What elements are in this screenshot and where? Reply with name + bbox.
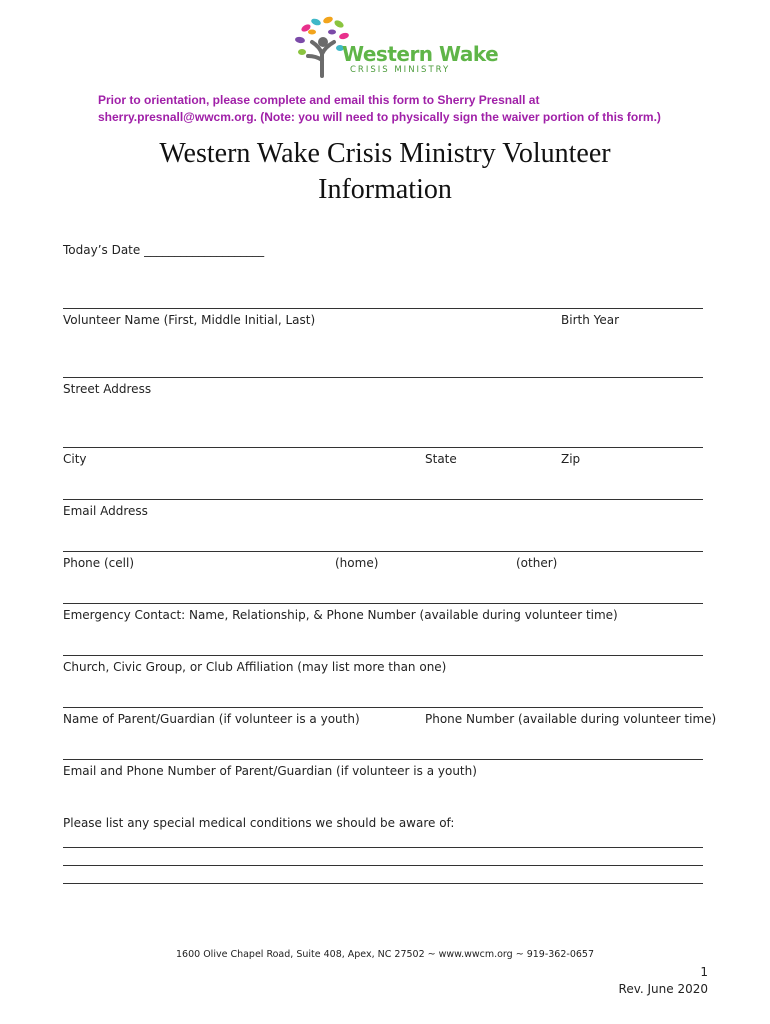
medical-conditions-label: Please list any special medical conditions we should be aware of: bbox=[63, 816, 455, 830]
email-address-label: Email Address bbox=[63, 504, 148, 518]
page-title bbox=[100, 136, 670, 208]
logo bbox=[292, 14, 499, 78]
parent-email-phone-line[interactable] bbox=[63, 759, 703, 760]
affiliation-label: Church, Civic Group, or Club Affiliation (may list more than one) bbox=[63, 660, 447, 674]
todays-date-field[interactable]: Today’s Date ____________________ bbox=[63, 243, 265, 257]
page-title-line1: Western Wake Crisis Ministry Volunteer bbox=[159, 138, 611, 169]
page-title-line2: Information bbox=[318, 174, 452, 205]
affiliation-line[interactable] bbox=[63, 655, 703, 656]
parent-email-phone-label: Email and Phone Number of Parent/Guardian (if volunteer is a youth) bbox=[63, 764, 477, 778]
parent-phone-label: Phone Number (available during volunteer time) bbox=[425, 712, 717, 726]
street-address-line[interactable] bbox=[63, 377, 703, 378]
state-label: State bbox=[425, 452, 457, 466]
zip-label: Zip bbox=[561, 452, 581, 466]
instruction-note bbox=[98, 92, 718, 126]
phone-cell-label: Phone (cell) bbox=[63, 556, 134, 570]
instruction-note-line2: sherry.presnall@wwcm.org. (Note: you will need to physically sign the waiver portion of this form.) bbox=[98, 110, 661, 124]
emergency-contact-line[interactable] bbox=[63, 603, 703, 604]
medical-conditions-line[interactable] bbox=[63, 883, 703, 884]
birth-year-label: Birth Year bbox=[561, 313, 620, 327]
page-number: 1 bbox=[700, 965, 708, 979]
volunteer-name-label: Volunteer Name (First, Middle Initial, Last) bbox=[63, 313, 316, 327]
phone-other-label: (other) bbox=[516, 556, 558, 570]
emergency-contact-label: Emergency Contact: Name, Relationship, & Phone Number (available during volunteer time) bbox=[63, 608, 618, 622]
medical-conditions-line[interactable] bbox=[63, 847, 703, 848]
medical-conditions-line[interactable] bbox=[63, 865, 703, 866]
logo-subtitle: CRISIS MINISTRY bbox=[350, 65, 451, 75]
city-label: City bbox=[63, 452, 87, 466]
city-state-zip-line[interactable] bbox=[63, 447, 703, 448]
street-address-label: Street Address bbox=[63, 382, 152, 396]
parent-guardian-line[interactable] bbox=[63, 707, 703, 708]
logo-name: Western Wake bbox=[342, 42, 499, 66]
revision-date: Rev. June 2020 bbox=[618, 982, 708, 996]
volunteer-name-line[interactable] bbox=[63, 308, 703, 309]
footer-address: 1600 Olive Chapel Road, Suite 408, Apex, NC 27502 ~ www.wwcm.org ~ 919-362-0657 bbox=[176, 949, 594, 960]
phone-home-label: (home) bbox=[335, 556, 379, 570]
instruction-note-line1: Prior to orientation, please complete and email this form to Sherry Presnall at bbox=[98, 93, 540, 107]
phone-line[interactable] bbox=[63, 551, 703, 552]
email-address-line[interactable] bbox=[63, 499, 703, 500]
parent-name-label: Name of Parent/Guardian (if volunteer is a youth) bbox=[63, 712, 360, 726]
